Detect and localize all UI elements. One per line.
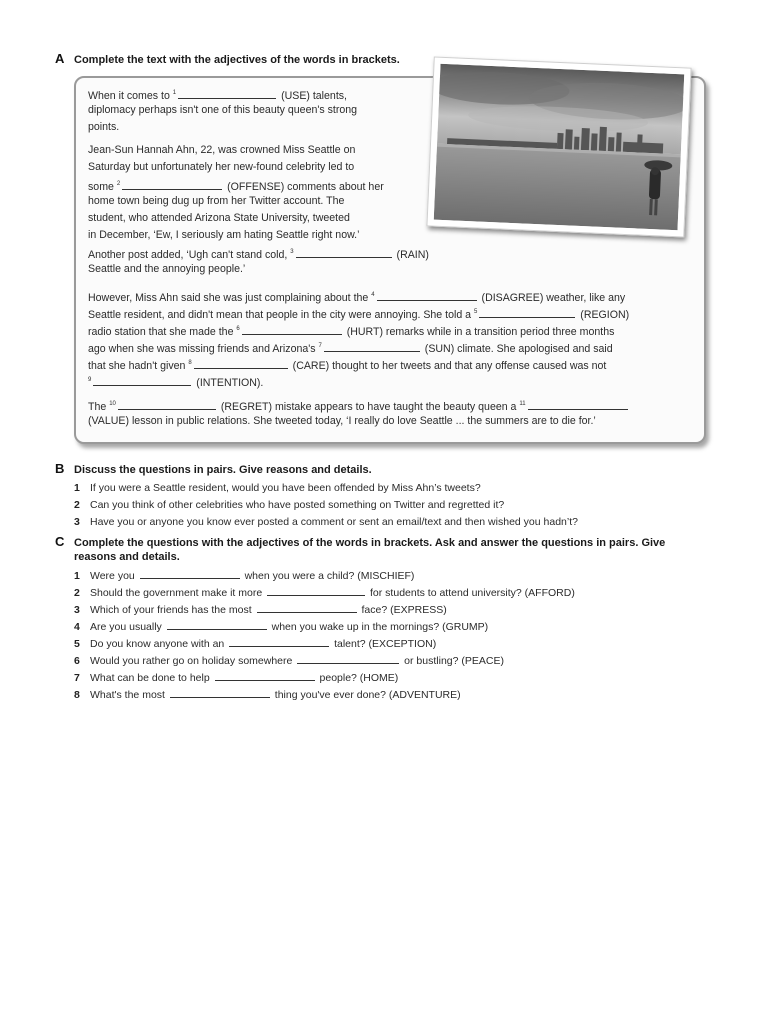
list-item: 8 What's the most thing you've ever done? (ADVENTURE) xyxy=(74,689,461,701)
section-b-instruction: Discuss the questions in pairs. Give reasons and details. xyxy=(74,464,372,476)
blank-10[interactable] xyxy=(118,399,216,410)
blank-11[interactable] xyxy=(528,399,628,410)
blank-c4[interactable] xyxy=(167,619,267,630)
list-item: 5 Do you know anyone with an talent? (EXCEPTION) xyxy=(74,638,437,650)
list-item: 2 Should the government make it more for students to attend university? (AFFORD) xyxy=(74,587,575,599)
blank-c1[interactable] xyxy=(140,568,240,579)
blank-1[interactable] xyxy=(178,88,276,99)
list-item: 3 Which of your friends has the most face? (EXPRESS) xyxy=(74,604,447,616)
article-paragraph-2: Jean-Sun Hannah Ahn, 22, was crowned Miss Seattle on Saturday but unfortunately her new-found celebrity led to some $^2$ (OFFENSE) comments about her home town being dug up from her Twitter account. The student, who attended Arizona State University, tweeted in December, ‘Ew, I seriously am hating Seattle right now.’ Another post added, ‘Ugh can't stand cold, $^3$ (RAIN) Seattle and the annoying people.’ xyxy=(88,144,429,275)
seattle-skyline-photo xyxy=(434,64,685,230)
list-item: 4 Are you usually when you wake up in the mornings? (GRUMP) xyxy=(74,621,489,633)
blank-4[interactable] xyxy=(377,290,477,301)
article-paragraph-4: The $^{10}$ (REGRET) mistake appears to have taught the beauty queen a $^{11}$ (VALUE) lesson in public relations. She tweeted today, ‘I really do love Seattle ... the summers are to die for.’ xyxy=(88,396,630,430)
section-c-instruction: Complete the questions with the adjectives of the words in brackets. Ask and answer the questions in pairs. Give reasons and details. xyxy=(74,537,666,563)
article-paragraph-1: When it comes to $^1$ (USE) talents, diplomacy perhaps isn't one of this beauty queen's strong points. xyxy=(88,90,358,133)
list-item: 1 Were you when you were a child? (MISCHIEF) xyxy=(74,570,415,582)
list-item: 3 Have you or anyone you know ever posted a comment or sent an email/text and then wished you hadn’t? xyxy=(74,516,578,528)
blank-c8[interactable] xyxy=(170,687,270,698)
list-item: 2 Can you think of other celebrities who have posted something on Twitter and regretted it? xyxy=(74,499,505,511)
article-paragraph-3: However, Miss Ahn said she was just complaining about the $^4$ (DISAGREE) weather, like any Seattle resident, and didn't mean that people in the city were annoying. She told a $^5$ (REGION) radio station that she made the $^6$ (HURT) remarks while in a transition period three months ago when she was missing friends and Arizona's $^7$ (SUN) climate. She apologised and said that she hadn't given $^8$ (CARE) thought to her tweets and that any offense caused was not $^9$ (INTENTION). xyxy=(88,292,630,389)
list-item: 6 Would you rather go on holiday somewhere or bustling? (PEACE) xyxy=(74,655,504,667)
blank-3[interactable] xyxy=(296,247,392,258)
blank-2[interactable] xyxy=(122,179,222,190)
blank-c7[interactable] xyxy=(215,670,315,681)
blank-7[interactable] xyxy=(324,341,420,352)
section-b-list xyxy=(74,480,578,531)
blank-6[interactable] xyxy=(242,324,342,335)
section-c-list xyxy=(74,568,575,704)
section-a-letter: A xyxy=(55,51,65,66)
list-item: 1 If you were a Seattle resident, would you have been offended by Miss Ahn’s tweets? xyxy=(74,482,481,494)
blank-8[interactable] xyxy=(194,358,288,369)
photo-frame xyxy=(426,56,691,237)
blank-c2[interactable] xyxy=(267,585,365,596)
section-c-letter: C xyxy=(55,534,65,549)
section-b-letter: B xyxy=(55,461,65,476)
blank-c6[interactable] xyxy=(297,653,399,664)
section-a-instruction: Complete the text with the adjectives of the words in brackets. xyxy=(74,54,400,66)
blank-c5[interactable] xyxy=(229,636,329,647)
blank-9[interactable] xyxy=(93,375,191,386)
blank-c3[interactable] xyxy=(257,602,357,613)
list-item: 7 What can be done to help people? (HOME) xyxy=(74,672,399,684)
blank-5[interactable] xyxy=(479,307,575,318)
